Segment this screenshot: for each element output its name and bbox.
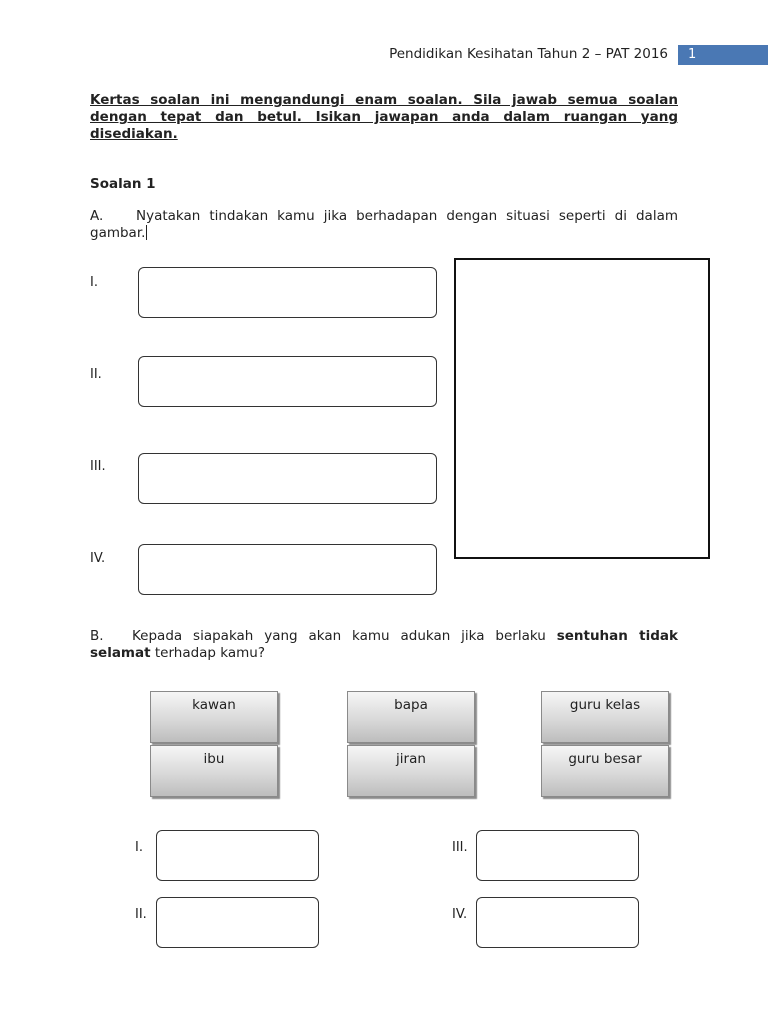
- answer-box-b-3[interactable]: [476, 830, 639, 881]
- answer-label-b-2: II.: [135, 907, 147, 922]
- text-cursor: [146, 225, 147, 240]
- choice-jiran[interactable]: jiran: [347, 745, 475, 797]
- answer-box-a-1[interactable]: [138, 267, 437, 318]
- part-b-label: B.: [90, 628, 104, 644]
- choice-kawan[interactable]: kawan: [150, 691, 278, 743]
- question-part-a: [90, 208, 678, 242]
- exam-instructions: Kertas soalan ini mengandungi enam soalan. Sila jawab semua soalan dengan tepat dan betul. Isikan jawapan anda dalam ruangan yang disediakan.: [90, 92, 678, 142]
- answer-box-a-2[interactable]: [138, 356, 437, 407]
- answer-label-b-4: IV.: [452, 907, 468, 922]
- situation-picture-frame: [454, 258, 710, 559]
- answer-label-b-3: III.: [452, 840, 468, 855]
- answer-label-4: IV.: [90, 551, 106, 566]
- question-title: Soalan 1: [90, 176, 156, 192]
- choice-bapa[interactable]: bapa: [347, 691, 475, 743]
- part-b-text-bold: sentuhan tidak selamat: [90, 628, 679, 661]
- question-part-b: [90, 628, 678, 662]
- document-header-title: Pendidikan Kesihatan Tahun 2 – PAT 2016: [389, 46, 668, 62]
- answer-box-b-1[interactable]: [156, 830, 319, 881]
- answer-label-2: II.: [90, 367, 102, 382]
- answer-box-b-2[interactable]: [156, 897, 319, 948]
- part-a-text: Nyatakan tindakan kamu jika berhadapan dengan situasi seperti di dalam gambar.: [90, 208, 678, 241]
- answer-box-a-3[interactable]: [138, 453, 437, 504]
- page-number-tab: 1: [678, 45, 768, 65]
- answer-box-b-4[interactable]: [476, 897, 639, 948]
- part-b-text-after: terhadap kamu?: [150, 645, 266, 661]
- choice-ibu[interactable]: ibu: [150, 745, 278, 797]
- choice-guru-besar[interactable]: guru besar: [541, 745, 669, 797]
- answer-label-b-1: I.: [135, 840, 143, 855]
- part-a-label: A.: [90, 208, 104, 224]
- answer-label-1: I.: [90, 275, 98, 290]
- answer-label-3: III.: [90, 459, 106, 474]
- part-b-text-before: Kepada siapakah yang akan kamu adukan jika berlaku: [132, 628, 557, 644]
- choice-guru-kelas[interactable]: guru kelas: [541, 691, 669, 743]
- answer-box-a-4[interactable]: [138, 544, 437, 595]
